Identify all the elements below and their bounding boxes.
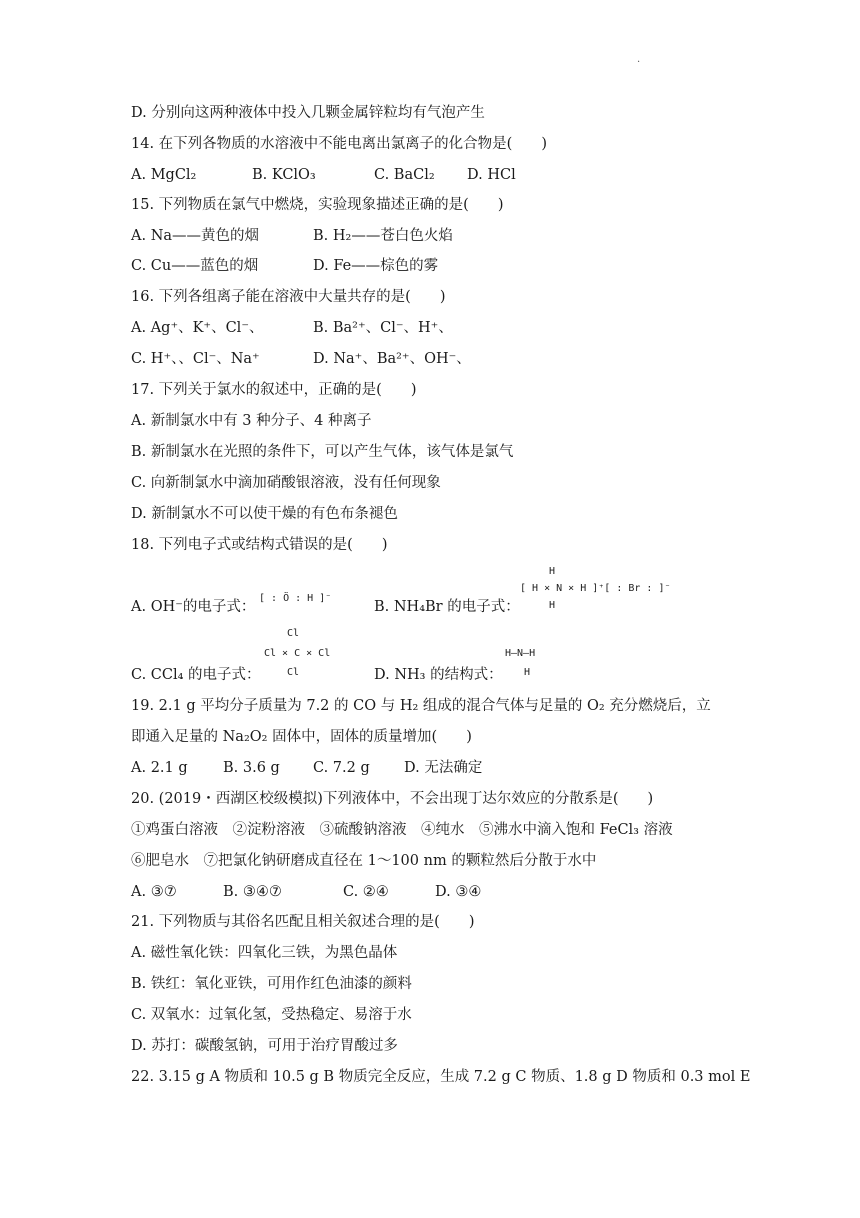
ccl4-top: Cl (287, 628, 300, 639)
q21-option-b: B. 铁红：氧化亚铁，可用作红色油漆的颜料 (131, 976, 412, 992)
q14-option-a: A. MgCl₂ (131, 167, 197, 183)
q18-option-b: B. NH₄Br 的电子式： (374, 599, 520, 615)
q14-option-b: B. KClO₃ (252, 167, 316, 183)
question-21: 21. 下列物质与其俗名匹配且相关叙述合理的是( ) (131, 914, 475, 930)
q20-option-c: C. ②④ (343, 884, 389, 900)
q14-option-d: D. HCl (467, 167, 516, 183)
q17-option-d: D. 新制氯水不可以使干燥的有色布条褪色 (131, 506, 398, 522)
ccl4-bottom: Cl (287, 667, 300, 678)
q17-option-c: C. 向新制氯水中滴加硝酸银溶液，没有任何现象 (131, 475, 441, 491)
q15-option-b: B. H₂——苍白色火焰 (313, 228, 453, 244)
q16-option-a: A. Ag⁺、K⁺、Cl⁻、 (131, 320, 264, 336)
header-dot: . (637, 54, 641, 65)
question-20: 20. (2019・西湖区校级模拟)下列液体中，不会出现丁达尔效应的分散系是( ) (131, 791, 654, 807)
q16-option-c: C. H⁺、、Cl⁻、Na⁺ (131, 351, 260, 367)
q16-option-d: D. Na⁺、Ba²⁺、OH⁻、 (313, 351, 471, 367)
q19-option-c: C. 7.2 g (313, 760, 370, 776)
q15-option-d: D. Fe——棕色的雾 (313, 258, 439, 274)
nh4br-bottom: H (549, 600, 556, 611)
oh-electron-formula: [ : Ö : H ]⁻ (259, 593, 332, 604)
question-19-line2: 即通入足量的 Na₂O₂ 固体中，固体的质量增加( ) (131, 729, 472, 745)
question-14: 14. 在下列各物质的水溶液中不能电离出氯离子的化合物是( ) (131, 136, 547, 152)
nh4br-top: H (549, 566, 556, 577)
q18-option-d: D. NH₃ 的结构式： (374, 667, 503, 683)
q18-option-c: C. CCl₄ 的电子式： (131, 667, 261, 683)
nh3-bottom: H (524, 667, 531, 678)
nh3-structural-formula: H—N—H (505, 648, 536, 659)
q19-option-a: A. 2.1 g (131, 760, 188, 776)
q20-items-line1: ①鸡蛋白溶液 ②淀粉溶液 ③硫酸钠溶液 ④纯水 ⑤沸水中滴入饱和 FeCl₃ 溶液 (131, 822, 673, 838)
q18-option-a: A. OH⁻的电子式： (131, 599, 256, 615)
q20-option-a: A. ③⑦ (131, 884, 177, 900)
q14-option-c: C. BaCl₂ (374, 167, 435, 183)
q19-option-b: B. 3.6 g (223, 760, 280, 776)
question-18: 18. 下列电子式或结构式错误的是( ) (131, 537, 388, 553)
nh4br-electron-formula: [ H × N × H ]⁺[ : Br : ]⁻ (520, 583, 671, 594)
q20-option-b: B. ③④⑦ (223, 884, 282, 900)
q16-option-b: B. Ba²⁺、Cl⁻、H⁺、 (313, 320, 453, 336)
q19-option-d: D. 无法确定 (404, 760, 483, 776)
q15-option-a: A. Na——黄色的烟 (131, 228, 260, 244)
q17-option-b: B. 新制氯水在光照的条件下，可以产生气体，该气体是氯气 (131, 444, 514, 460)
q15-option-c: C. Cu——蓝色的烟 (131, 258, 259, 274)
question-15: 15. 下列物质在氯气中燃烧，实验现象描述正确的是( ) (131, 197, 504, 213)
q20-option-d: D. ③④ (435, 884, 482, 900)
q17-option-a: A. 新制氯水中有 3 种分子、4 种离子 (131, 413, 372, 429)
q13-option-d: D. 分别向这两种液体中投入几颗金属锌粒均有气泡产生 (131, 105, 485, 121)
question-19-line1: 19. 2.1 g 平均分子质量为 7.2 的 CO 与 H₂ 组成的混合气体与足量的 O₂ 充分燃烧后，立 (131, 698, 711, 714)
q20-items-line2: ⑥肥皂水 ⑦把氯化钠研磨成直径在 1～100 nm 的颗粒然后分散于水中 (131, 853, 597, 869)
question-16: 16. 下列各组离子能在溶液中大量共存的是( ) (131, 289, 446, 305)
q21-option-c: C. 双氧水：过氧化氢，受热稳定、易溶于水 (131, 1007, 412, 1023)
q21-option-d: D. 苏打：碳酸氢钠，可用于治疗胃酸过多 (131, 1038, 398, 1054)
question-17: 17. 下列关于氯水的叙述中，正确的是( ) (131, 382, 417, 398)
question-22: 22. 3.15 g A 物质和 10.5 g B 物质完全反应，生成 7.2 g C 物质、1.8 g D 物质和 0.3 mol E (131, 1069, 751, 1085)
q21-option-a: A. 磁性氧化铁：四氧化三铁，为黑色晶体 (131, 945, 398, 961)
ccl4-electron-formula: Cl × C × Cl (264, 648, 331, 659)
